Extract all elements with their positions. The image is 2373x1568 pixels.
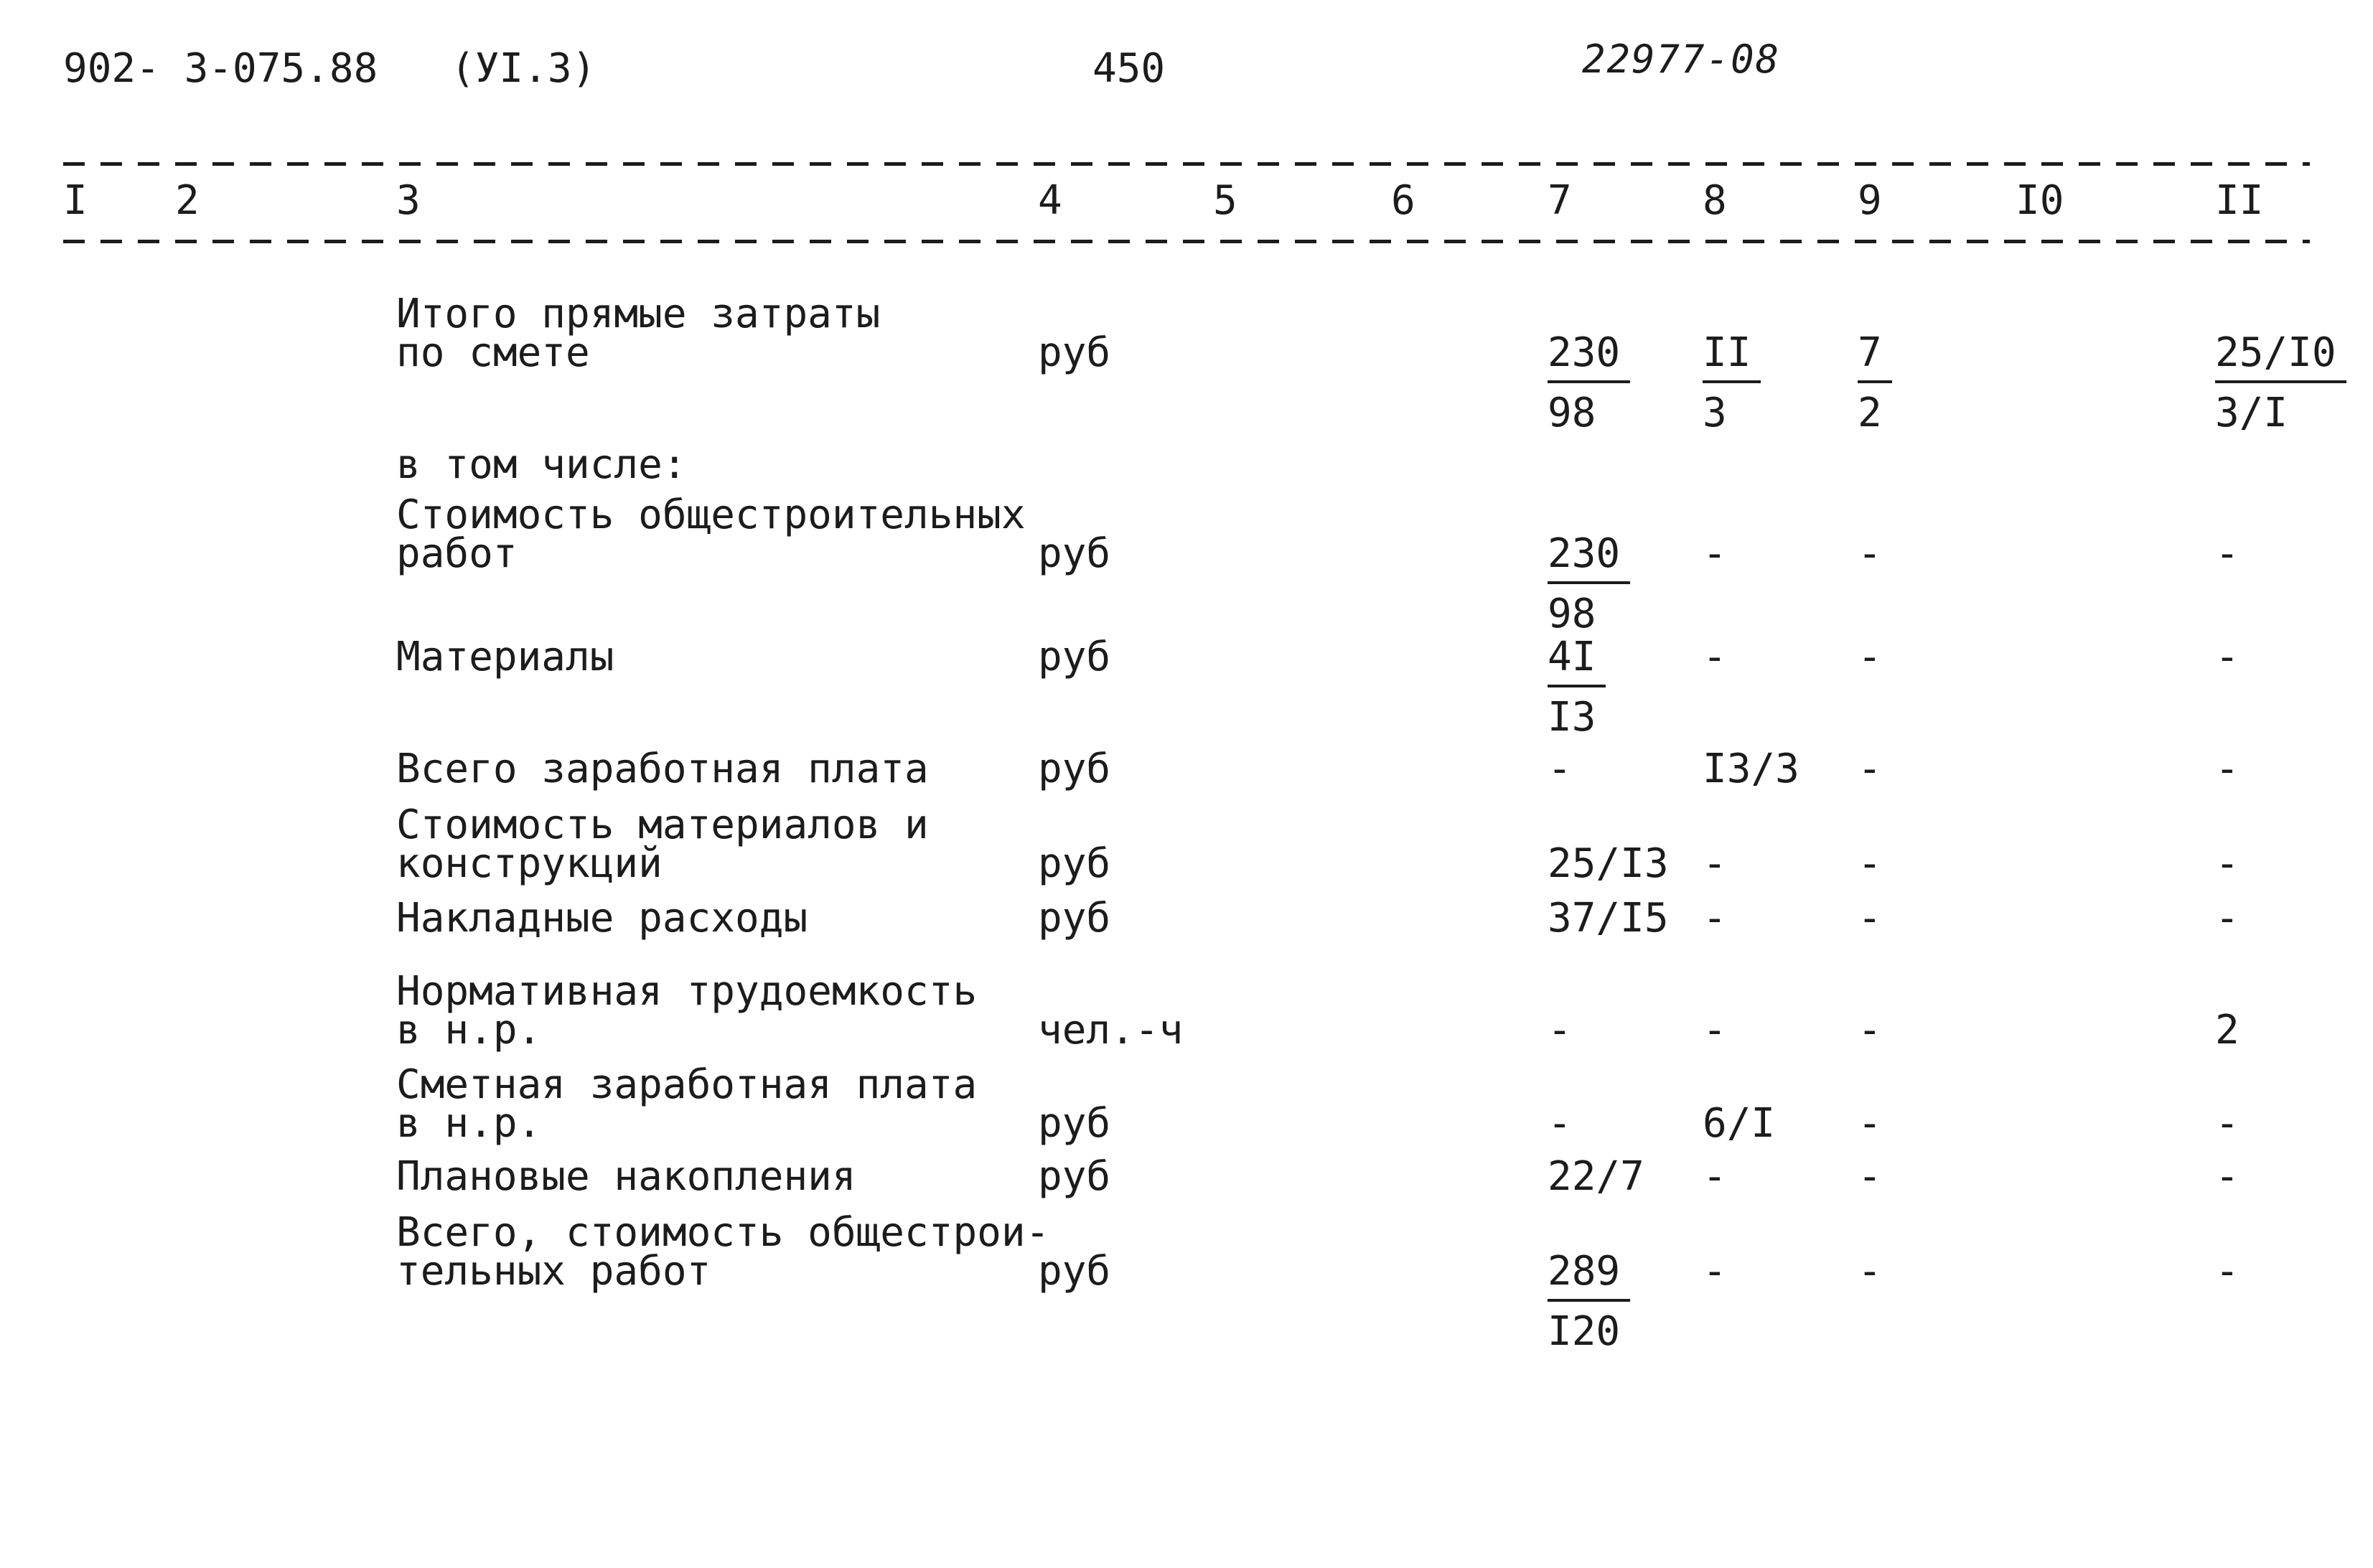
- row-2-c9-value: -: [1858, 530, 1882, 577]
- row-6-c9-value: -: [1858, 895, 1882, 942]
- page-number: 450: [1092, 45, 1166, 92]
- row-0-label-line: Итого прямые затраты: [396, 291, 881, 337]
- row-5-unit: руб: [1038, 840, 1111, 887]
- column-header-1: I: [63, 177, 88, 224]
- fraction-numerator: 4I: [1548, 637, 1606, 687]
- row-3-c8-value: -: [1703, 634, 1727, 680]
- row-2-c8-value: -: [1703, 530, 1727, 577]
- row-5-label-line: Стоимость материалов и: [396, 802, 929, 848]
- row-3-label-line: Материалы: [396, 634, 614, 680]
- fraction-numerator: 7: [1858, 333, 1892, 383]
- row-5-c9-value: -: [1858, 840, 1882, 887]
- row-7-c7-value: -: [1548, 1007, 1572, 1053]
- column-header-11: II: [2215, 177, 2264, 224]
- header-rule-top: [63, 162, 2310, 166]
- row-4-unit: руб: [1038, 746, 1111, 792]
- row-7-label-line: Нормативная трудоемкость: [396, 968, 978, 1015]
- row-8-c8-value: 6/I: [1703, 1100, 1776, 1147]
- row-6-c8-value: -: [1703, 895, 1727, 942]
- column-header-4: 4: [1038, 177, 1062, 224]
- fraction-numerator: II: [1703, 333, 1761, 383]
- row-9-c7-value: 22/7: [1548, 1153, 1644, 1200]
- row-8-label-line: в н.р.: [396, 1100, 542, 1147]
- row-10-c7-fraction: [1548, 1248, 1630, 1355]
- row-3-c7-fraction: [1548, 634, 1606, 741]
- column-header-6: 6: [1391, 177, 1415, 224]
- row-9-c8-value: -: [1703, 1153, 1727, 1200]
- column-header-5: 5: [1213, 177, 1237, 224]
- row-6-unit: руб: [1038, 895, 1111, 942]
- row-3-c9-value: -: [1858, 634, 1882, 680]
- row-2-label-line: Стоимость общестроительных: [396, 492, 1026, 538]
- row-2-label-line: работ: [396, 530, 518, 577]
- fraction-denominator: 2: [1858, 390, 1882, 436]
- row-8-c7-value: -: [1548, 1100, 1572, 1147]
- row-4-c7-value: -: [1548, 746, 1572, 792]
- row-10-c9-value: -: [1858, 1248, 1882, 1295]
- row-4-label-line: Всего заработная плата: [396, 746, 929, 792]
- row-10-label-line: тельных работ: [396, 1248, 711, 1295]
- row-0-c11-fraction: [2215, 329, 2346, 436]
- section-code: (УI.3): [451, 45, 596, 92]
- row-8-c11-value: -: [2215, 1100, 2239, 1147]
- row-2-c7-fraction: [1548, 530, 1630, 637]
- row-9-c9-value: -: [1858, 1153, 1882, 1200]
- row-5-c11-value: -: [2215, 840, 2239, 887]
- fraction-denominator: 98: [1548, 390, 1596, 436]
- row-4-c11-value: -: [2215, 746, 2239, 792]
- row-0-label-line: по смете: [396, 329, 590, 376]
- row-10-label-line: Всего, стоимость общестрои-: [396, 1209, 1050, 1256]
- row-0-unit: руб: [1038, 329, 1111, 376]
- header-rule-bottom: [63, 240, 2310, 243]
- row-4-c9-value: -: [1858, 746, 1882, 792]
- document-code: 902- 3-075.88: [63, 45, 378, 92]
- row-8-c9-value: -: [1858, 1100, 1882, 1147]
- fraction-numerator: 230: [1548, 333, 1630, 383]
- row-7-c11-value: 2: [2215, 1007, 2239, 1053]
- row-1-label-line: в том числе:: [396, 441, 687, 488]
- fraction-numerator: 289: [1548, 1252, 1630, 1302]
- row-0-c9-fraction: [1858, 329, 1892, 436]
- row-6-label-line: Накладные расходы: [396, 895, 808, 942]
- row-10-c11-value: -: [2215, 1248, 2239, 1295]
- row-8-unit: руб: [1038, 1100, 1111, 1147]
- row-5-c7-value: 25/I3: [1548, 840, 1669, 887]
- fraction-denominator: 3/I: [2215, 390, 2288, 436]
- row-2-c11-value: -: [2215, 530, 2239, 577]
- fraction-numerator: 25/I0: [2215, 333, 2346, 383]
- row-9-label-line: Плановые накопления: [396, 1153, 856, 1200]
- row-3-unit: руб: [1038, 634, 1111, 680]
- archive-number: 22977-08: [1582, 37, 1781, 82]
- column-header-9: 9: [1858, 177, 1882, 224]
- row-8-label-line: Сметная заработная плата: [396, 1061, 978, 1108]
- row-7-label-line: в н.р.: [396, 1007, 542, 1053]
- row-2-unit: руб: [1038, 530, 1111, 577]
- row-10-unit: руб: [1038, 1248, 1111, 1295]
- row-10-c8-value: -: [1703, 1248, 1727, 1295]
- fraction-denominator: I3: [1548, 694, 1596, 741]
- row-4-c8-value: I3/3: [1703, 746, 1799, 792]
- column-header-7: 7: [1548, 177, 1572, 224]
- column-header-8: 8: [1703, 177, 1727, 224]
- column-header-2: 2: [175, 177, 200, 224]
- row-0-c8-fraction: [1703, 329, 1761, 436]
- row-5-c8-value: -: [1703, 840, 1727, 887]
- row-6-c7-value: 37/I5: [1548, 895, 1669, 942]
- row-9-c11-value: -: [2215, 1153, 2239, 1200]
- row-7-c8-value: -: [1703, 1007, 1727, 1053]
- fraction-denominator: 98: [1548, 591, 1596, 637]
- column-header-10: I0: [2016, 177, 2064, 224]
- row-6-c11-value: -: [2215, 895, 2239, 942]
- fraction-denominator: 3: [1703, 390, 1727, 436]
- row-9-unit: руб: [1038, 1153, 1111, 1200]
- row-0-c7-fraction: [1548, 329, 1630, 436]
- row-5-label-line: конструкций: [396, 840, 663, 887]
- row-7-c9-value: -: [1858, 1007, 1882, 1053]
- column-header-3: 3: [396, 177, 421, 224]
- row-3-c11-value: -: [2215, 634, 2239, 680]
- fraction-numerator: 230: [1548, 534, 1630, 584]
- row-7-unit: чел.-ч: [1038, 1007, 1184, 1053]
- fraction-denominator: I20: [1548, 1308, 1621, 1355]
